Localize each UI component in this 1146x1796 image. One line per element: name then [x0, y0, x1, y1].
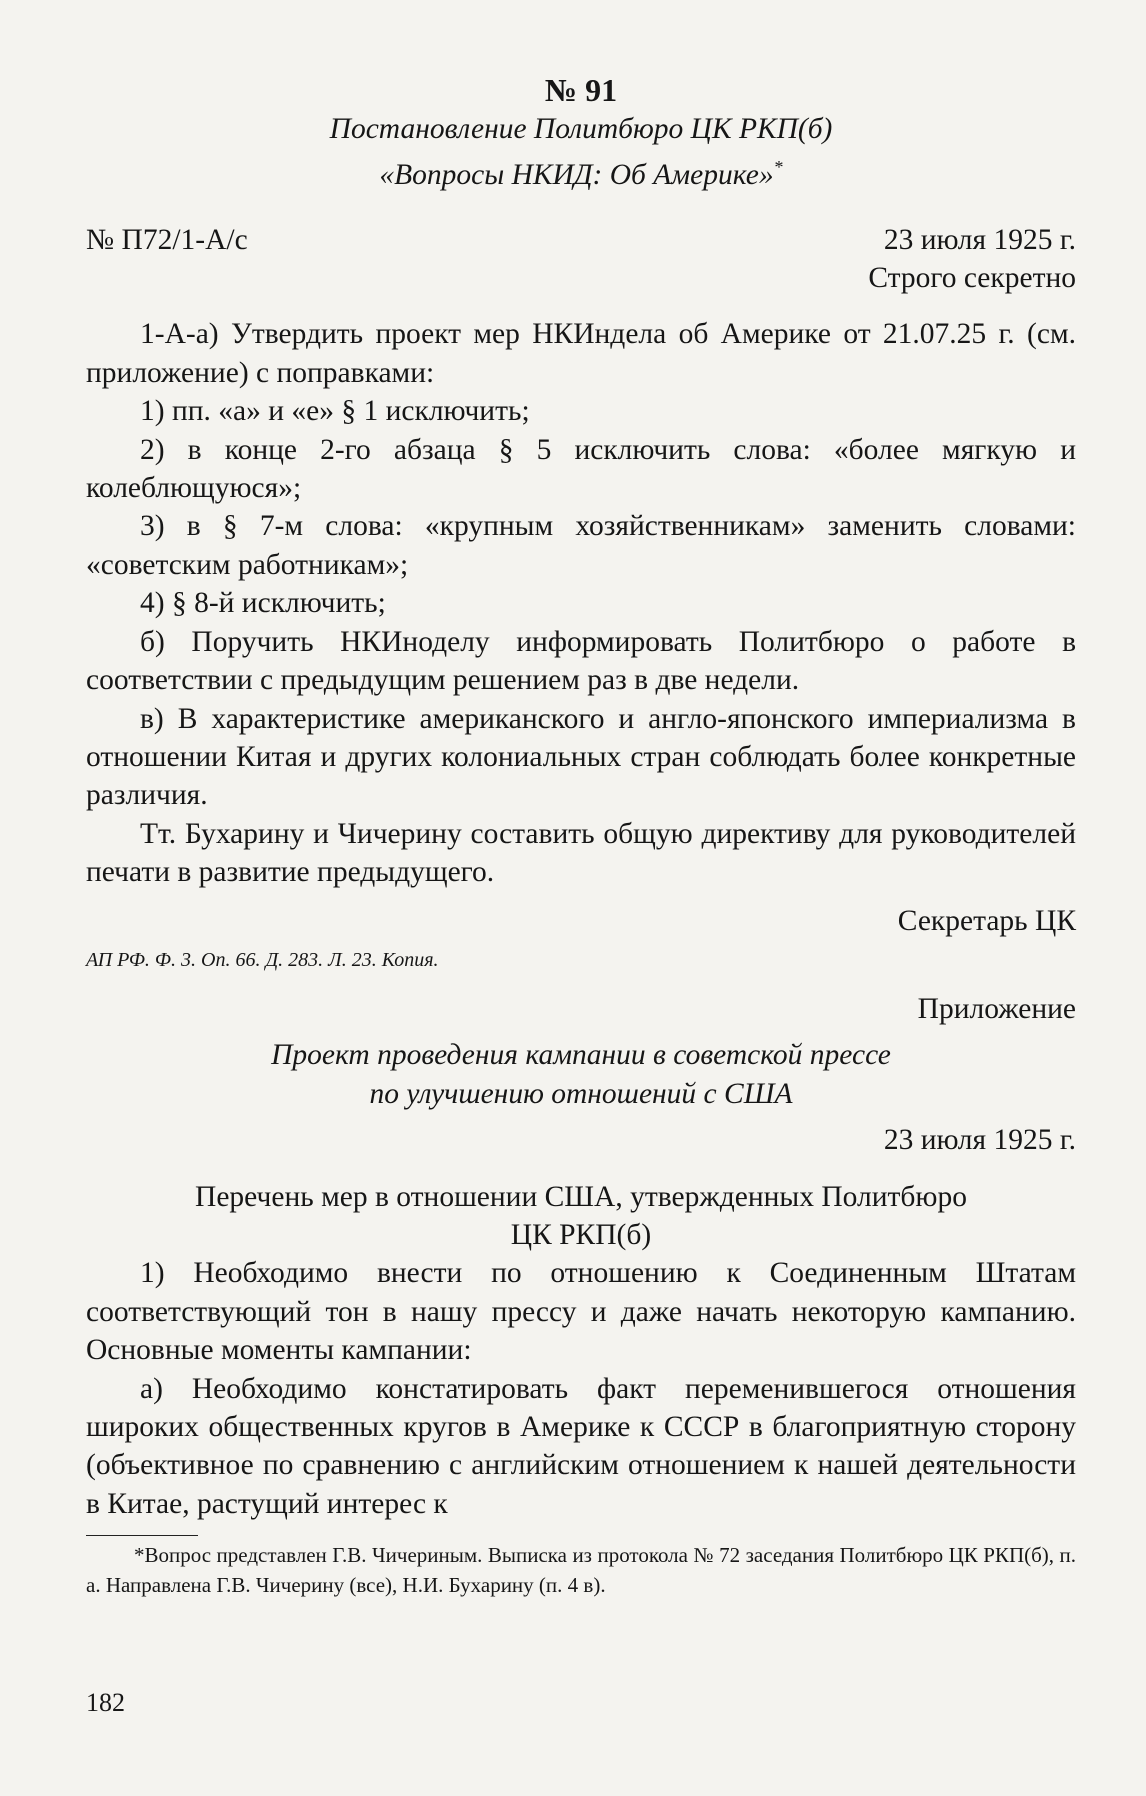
list-title-line1: Перечень мер в отношении США, утвержденных Политбюро: [195, 1180, 967, 1213]
document-page: [86, 70, 1076, 1600]
decision-item: 2) в конце 2-го абзаца § 5 исключить слова: «более мягкую и колеблющуюся»;: [86, 433, 1076, 505]
appendix-title-line2: по улучшению отношений с США: [369, 1077, 793, 1110]
document-number: № 91: [544, 72, 618, 108]
decision-item: б) Поручить НКИноделу информировать Политбюро о работе в соответствии с предыдущим решением раз в две недели.: [86, 625, 1076, 697]
appendix-paragraph: а) Необходимо констатировать факт переменившегося отношения широких общественных кругов в Америке к СССР в благоприятную сторону (объективное по сравнению с английским отношением к нашей деятельности в Китае, растущий интерес к: [86, 1372, 1076, 1520]
footnote-mark: *: [773, 157, 783, 178]
classification-label: Строго секретно: [868, 262, 1076, 295]
list-title-line2: ЦК РКП(б): [510, 1218, 652, 1251]
protocol-date-row: [86, 221, 1076, 259]
archive-source: АП РФ. Ф. 3. Оп. 66. Д. 283. Л. 23. Копия.: [86, 948, 439, 971]
appendix-title-line1: Проект проведения кампании в советской прессе: [271, 1039, 891, 1072]
footnote: *Вопрос представлен Г.В. Чичериным. Выписка из протокола № 72 заседания Политбюро ЦК РКП(б), п. а. Направлена Г.В. Чичерину (все), Н.И. Бухарину (п. 4 в).: [86, 1543, 1076, 1598]
appendix-paragraph: 1) Необходимо внести по отношению к Соединенным Штатам соответствующий тон в нашу прессу и даже начать некоторую кампанию. Основные моменты кампании:: [86, 1257, 1076, 1367]
appendix-date: 23 июля 1925 г.: [883, 1124, 1076, 1157]
document-title-text: «Вопросы НКИД: Об Америке»: [379, 159, 774, 192]
decision-item: 3) в § 7-м слова: «крупным хозяйственникам» заменить словами: «советским работникам»;: [86, 510, 1076, 581]
decision-item: 1) пп. «а» и «е» § 1 исключить;: [140, 395, 530, 428]
decision-paragraph: 1-А-а) Утвердить проект мер НКИндела об Америке от 21.07.25 г. (см. приложение) с поправками:: [86, 318, 1076, 389]
protocol-number: № П72/1-А/с: [86, 223, 248, 256]
appendix-label: Приложение: [917, 992, 1076, 1025]
document-title-line1: Постановление Политбюро ЦК РКП(б): [329, 113, 833, 145]
decision-item: Тт. Бухарину и Чичерину составить общую директиву для руководителей печати в развитие предыдущего.: [86, 817, 1076, 889]
signature: Секретарь ЦК: [897, 904, 1076, 937]
decision-item: 4) § 8-й исключить;: [140, 587, 386, 620]
document-date: 23 июля 1925 г.: [883, 223, 1076, 256]
document-title-line2: [86, 148, 1076, 194]
footnote-divider: [86, 1535, 198, 1536]
page-number: 182: [86, 1688, 125, 1717]
decision-item: в) В характеристике американского и англо-японского империализма в отношении Китая и других колониальных стран соблюдать более конкретные различия.: [86, 702, 1076, 812]
